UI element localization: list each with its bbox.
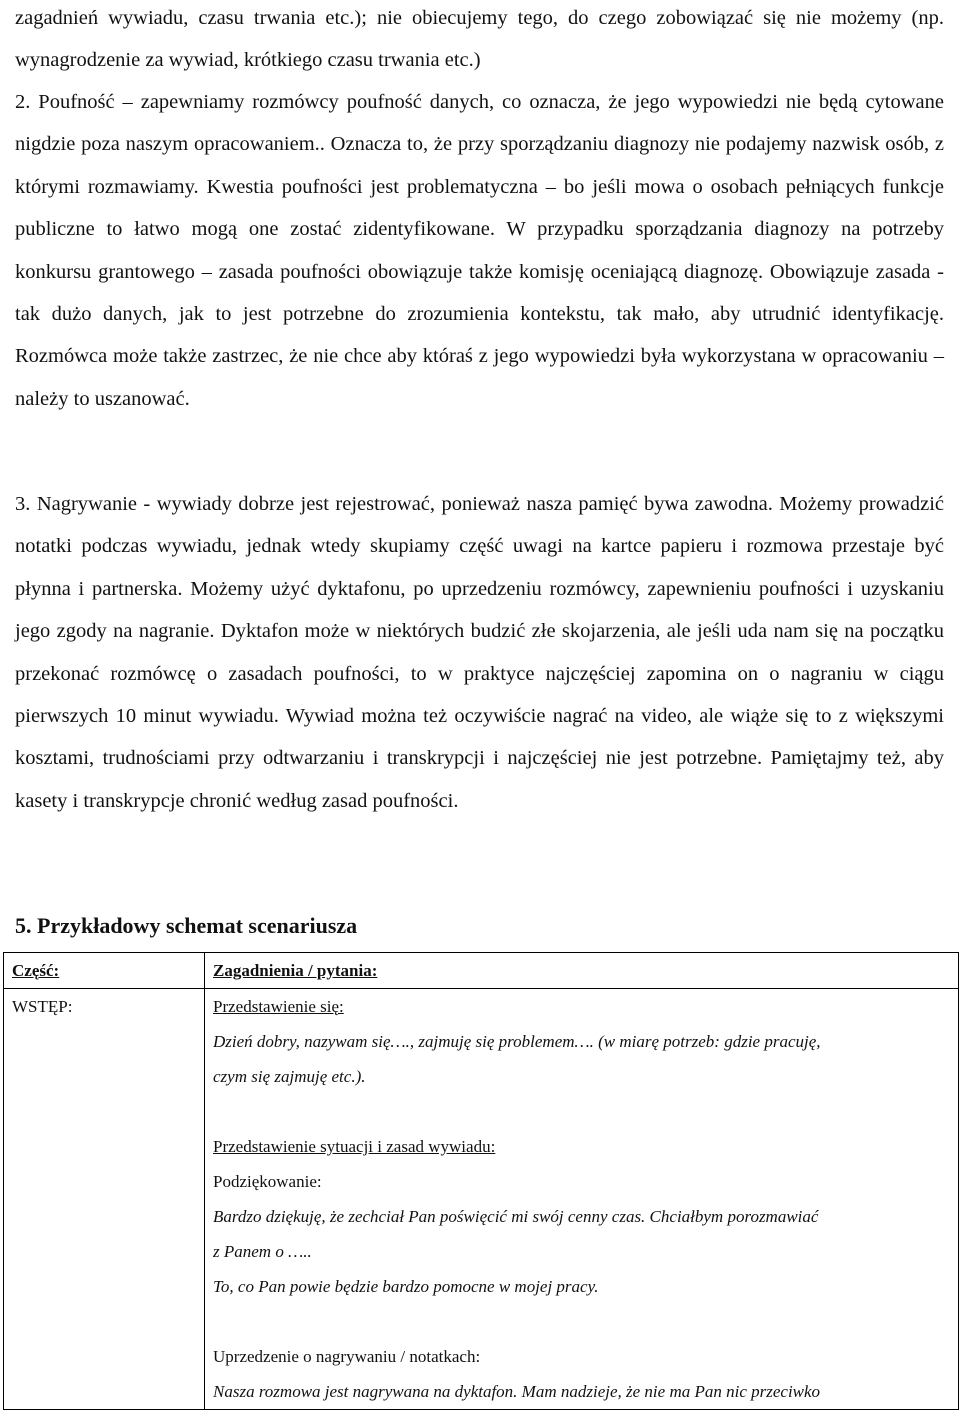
header-cell-part	[4, 953, 205, 989]
block-rules-title: Przedstawienie sytuacji i zasad wywiadu:	[213, 1137, 496, 1156]
scenario-table	[3, 952, 959, 1410]
block-rules-line: Bardzo dziękuję, że zechciał Pan poświęcić mi swój cenny czas. Chciałbym porozmawiać	[213, 1207, 819, 1226]
block-rules-subtitle: Podziękowanie:	[213, 1172, 322, 1191]
paragraph-recording: 3. Nagrywanie - wywiady dobrze jest rejestrować, ponieważ nasza pamięć bywa zawodna. Możemy prowadzić notatki podczas wywiadu, jednak wtedy skupiamy część uwagi na kartce papieru i rozmowa przestaje być płynna i partnerska. Możemy użyć dyktafonu, po uprzedzeniu rozmówcy, zapewnieniu poufności i uzyskaniu jego zgody na nagranie. Dyktafon może w niektórych budzić złe skojarzenia, ale jeśli uda nam się na początku przekonać rozmówcę o zasadach poufności, to w praktyce najczęściej zapomina on o nagraniu w ciągu pierwszych 10 minut wywiadu. Wywiad można też oczywiście nagrać na video, ale wiąże się to z większymi kosztami, trudnościami przy odtwarzaniu i transkrypcji i najczęściej nie jest potrzebne. Pamiętajmy też, aby kasety i transkrypcje chronić według zasad poufności.	[15, 493, 944, 812]
section-heading: 5. Przykładowy schemat scenariusza	[15, 913, 358, 938]
spacer	[213, 1094, 958, 1129]
spacer	[213, 1304, 958, 1339]
block-introduction-line: czym się zajmuję etc.).	[213, 1067, 366, 1086]
header-topics-label: Zagadnienia / pytania:	[213, 961, 378, 980]
table-row	[4, 989, 959, 1410]
block-recording-line: Nasza rozmowa jest nagrywana na dyktafon. Mam nadzieje, że nie ma Pan nic przeciwko	[213, 1382, 821, 1401]
table-header-row	[4, 953, 959, 989]
block-introduction-title: Przedstawienie się:	[213, 997, 344, 1016]
paragraph-intro: zagadnień wywiadu, czasu trwania etc.); nie obiecujemy tego, do czego zobowiązać się nie możemy (np. wynagrodzenie za wywiad, krótkiego czasu trwania etc.)	[15, 7, 944, 72]
row-topics-cell	[205, 989, 959, 1410]
header-part-label: Część:	[12, 961, 60, 980]
row-part-label: WSTĘP:	[12, 997, 73, 1016]
block-introduction-line: Dzień dobry, nazywam się…., zajmuję się problemem…. (w miarę potrzeb: gdzie pracuję,	[213, 1032, 821, 1051]
row-part-cell	[4, 989, 205, 1410]
paragraph-confidentiality: 2. Poufność – zapewniamy rozmówcy poufność danych, co oznacza, że jego wypowiedzi nie będą cytowane nigdzie poza naszym opracowaniem.. Oznacza to, że przy sporządzaniu diagnozy nie podajemy nazwisk osób, z którymi rozmawiamy. Kwestia poufności jest problematyczna – bo jeśli mowa o osobach pełniących funkcje publiczne to łatwo mogą one zostać zidentyfikowane. W przypadku sporządzania diagnozy na potrzeby konkursu grantowego – zasada poufności obowiązuje także komisję oceniającą diagnozę. Obowiązuje zasada - tak dużo danych, jak to jest potrzebne do zrozumienia kontekstu, tak mało, aby utrudnić identyfikację. Rozmówca może także zastrzec, że nie chce aby któraś z jego wypowiedzi była wykorzystana w opracowaniu – należy to uszanować.	[15, 91, 944, 410]
block-recording-title: Uprzedzenie o nagrywaniu / notatkach:	[213, 1347, 481, 1366]
block-rules-line: To, co Pan powie będzie bardzo pomocne w mojej pracy.	[213, 1277, 599, 1296]
header-cell-topics	[205, 953, 959, 989]
block-rules-line: z Panem o …..	[213, 1242, 312, 1261]
